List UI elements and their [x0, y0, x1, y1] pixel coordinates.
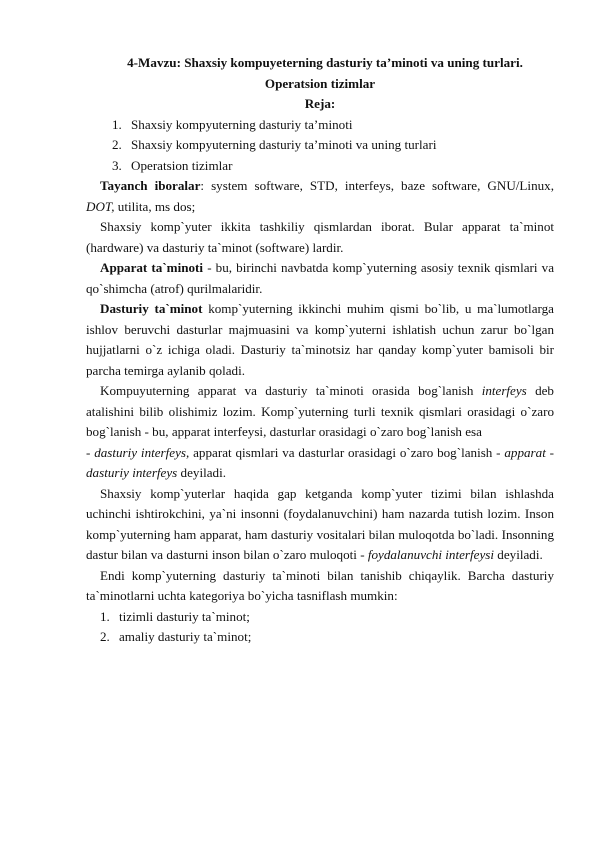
- plan-item-number: 2.: [112, 137, 122, 152]
- category-text: amaliy dasturiy ta`minot;: [119, 629, 252, 644]
- paragraph-hardware: [86, 258, 554, 299]
- paragraph-intro: Shaxsiy komp`yuter ikkita tashkiliy qismlardan iborat. Bular apparat ta`minot (hardware) va dasturiy ta`minot (software) lardir.: [86, 219, 554, 255]
- term-user-interface: foydalanuvchi interfeysi: [367, 547, 495, 562]
- keywords-text-end: utilita, ms dos;: [114, 198, 196, 214]
- term-hardware: Apparat ta`minoti: [100, 260, 204, 275]
- category-item: [86, 607, 554, 628]
- plan-item-text: Operatsion tizimlar: [131, 157, 233, 173]
- keywords-dot: DOT,: [86, 198, 115, 214]
- page-title: 4-Mavzu: Shaxsiy kompuyeterning dasturiy ta’minoti va uning turlari.: [127, 55, 523, 70]
- keywords-text: : system software, STD, interfeys, baze software, GNU/Linux,: [200, 178, 554, 193]
- term-interface: interfeys: [481, 383, 527, 398]
- term-software-interface: dasturiy interfeys,: [94, 444, 190, 460]
- keywords-paragraph: [86, 176, 554, 217]
- plan-item: [86, 115, 554, 136]
- paragraph-software: [86, 299, 554, 381]
- paragraph-interface: [86, 381, 554, 443]
- plan-item: [86, 135, 554, 156]
- plan-item: [86, 156, 554, 177]
- plan-list: [86, 115, 554, 177]
- category-text: tizimli dasturiy ta`minot;: [119, 608, 250, 624]
- plan-item-number: 3.: [112, 157, 122, 173]
- term-software: Dasturiy ta`minot: [100, 301, 203, 316]
- term-hardware-software-interface: apparat - dasturiy interfeys: [86, 444, 555, 480]
- plan-heading: Reja:: [304, 96, 336, 111]
- keywords-label: Tayanch iboralar: [100, 178, 201, 193]
- interface-text: Kompuyuterning apparat va dasturiy ta`minoti orasida bog`lanish: [100, 383, 482, 398]
- plan-item-number: 1.: [112, 116, 122, 132]
- category-number: 1.: [100, 608, 110, 624]
- interface-text: apparat qismlari va dasturlar orasidagi o`zaro bog`lanish -: [189, 444, 505, 460]
- category-number: 2.: [100, 629, 110, 644]
- paragraph-categories: Endi komp`yuterning dasturiy ta`minoti bilan tanishib chiqaylik. Barcha dasturiy ta`minotlarni uchta kategoriya bo`yicha tasniflash mumkin:: [86, 567, 554, 603]
- interface-text: -: [86, 444, 95, 460]
- category-item: [86, 627, 554, 648]
- hardware-definition: - bu, birinchi navbatda komp`yuterning asosiy texnik qismlari va qo`shimcha (atrof) qurilmalaridir.: [86, 260, 555, 296]
- user-interface-text: Shaxsiy komp`yuterlar haqida gap ketganda komp`yuter tizimi bilan ishlashda uchinchi ishtirokchini, ya`ni insonni (foydalanuvchini) ham nazarda tutish lozim. Inson komp`yuterning ham apparat, ham dasturiy vositalari bilan muloqotda bo`ladi. Insonning dastur bilan va dasturni inson bilan o`zaro muloqoti -: [86, 485, 554, 562]
- document-body: [86, 53, 554, 648]
- categories-list: [86, 607, 554, 648]
- paragraph-user-interface: [86, 484, 554, 566]
- plan-item-text: Shaxsiy kompyuterning dasturiy ta’minoti: [131, 116, 353, 132]
- interface-text: deb atalishini bilib olishimiz lozim. Komp`yuterning turli texnik qismlari orasidagi o`zaro bog`lanish - bu, apparat interfeysi, dasturlar orasidagi o`zaro bog`lanish esa: [86, 383, 554, 439]
- page-subtitle: Operatsion tizimlar: [264, 75, 376, 91]
- software-definition: komp`yuterning ikkinchi muhim qismi bo`lib, u ma`lumotlarga ishlov beruvchi dasturlar majmuasini va komp`yuterni ishlatish uchun zarur bo`lgan hujjatlarni o`z ichiga oladi. Dasturiy ta`minotsiz har qanday komp`yuter bamisoli bir parcha temirga aylanib qoladi.: [86, 301, 554, 378]
- plan-item-text: Shaxsiy kompyuterning dasturiy ta’minoti va uning turlari: [131, 137, 437, 152]
- user-interface-text: deyiladi.: [494, 547, 543, 562]
- paragraph-interface-cont: [86, 443, 554, 484]
- interface-text: deyiladi.: [177, 465, 227, 480]
